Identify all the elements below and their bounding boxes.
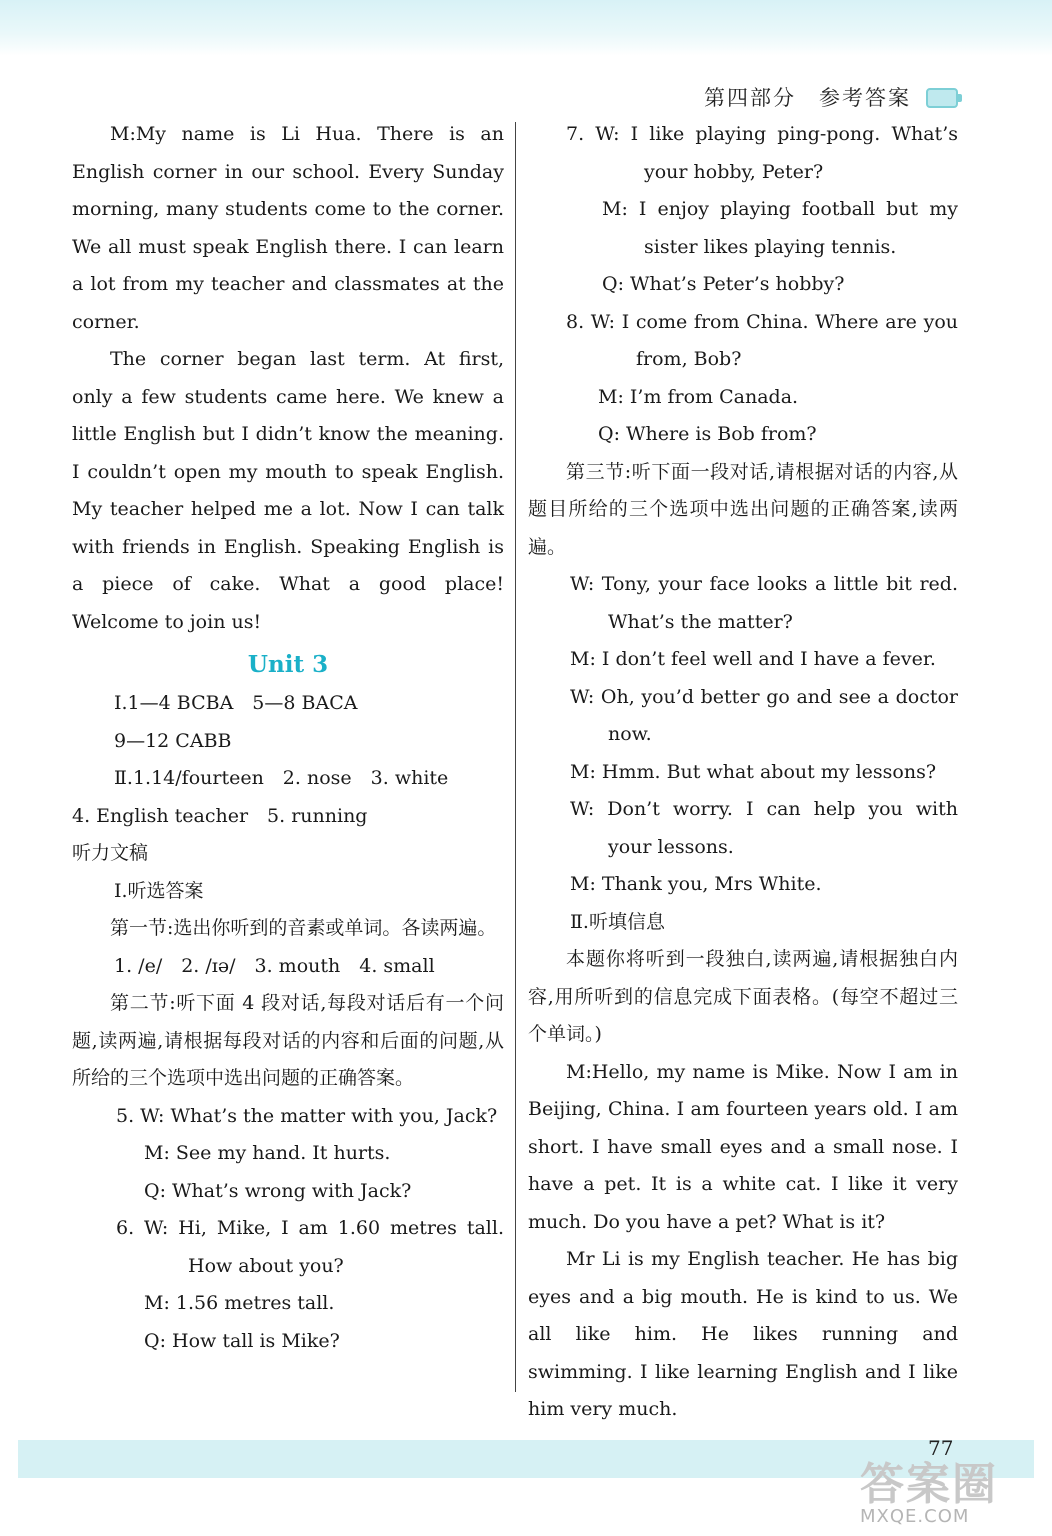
battery-icon — [926, 88, 958, 108]
q7-woman: 7. W: I like playing ping-pong. What’s your hobby, Peter? — [566, 123, 958, 183]
top-decor-band — [0, 0, 1052, 56]
dialogue-line-4: M: Hmm. But what about my lessons? — [570, 760, 937, 783]
part-1-title: Ⅰ.听选答案 — [114, 879, 204, 902]
monologue-mike-1: M:Hello, my name is Mike. Now I am in Beijing, China. I am fourteen years old. I am short. I have small eyes and a small nose. I have a pet. It is a white cat. I like it very much. Do you have a pet? What is it? — [528, 1060, 958, 1233]
q7-man: M: I enjoy playing football but my sister likes playing tennis. — [602, 198, 958, 258]
unit-title: Unit 3 — [247, 651, 329, 678]
monologue-paragraph-2: The corner began last term. At first, only a few students came here. We knew a little English but I didn’t know the meaning. I couldn’t open my mouth to speak English. My teacher helped me a lot. Now I can talk with friends in English. Speaking English is a piece of cake. What a good place! Welcome to join us! — [72, 348, 504, 633]
part-2-instruction: 本题你将听到一段独白,读两遍,请根据独白内容,用所听到的信息完成下面表格。(每空不超过三个单词。) — [528, 948, 958, 1045]
section-1-answers: 1. /e/ 2. /ɪə/ 3. mouth 4. small — [114, 954, 435, 977]
watermark-text: 答案圈 — [860, 1459, 998, 1510]
answer-line-3: Ⅱ.1.14/fourteen 2. nose 3. white — [114, 767, 449, 789]
monologue-mike-2: Mr Li is my English teacher. He has big eyes and a big mouth. He is kind to us. We all like him. He likes running and swimming. I like learning English and I like him very much. — [528, 1248, 958, 1420]
dialogue-line-5: W: Don’t worry. I can help you with your lessons. — [570, 798, 958, 858]
q5-woman: 5. W: What’s the matter with you, Jack? — [116, 1104, 498, 1127]
q5-man: M: See my hand. It hurts. — [144, 1142, 391, 1164]
dialogue-line-2: M: I don’t feel well and I have a fever. — [570, 648, 936, 670]
q7-question: Q: What’s Peter’s hobby? — [602, 273, 845, 295]
part-2-title: Ⅱ.听填信息 — [570, 910, 665, 933]
dialogue-line-6: M: Thank you, Mrs White. — [570, 873, 822, 895]
left-column — [72, 116, 504, 1360]
q5-question: Q: What’s wrong with Jack? — [144, 1179, 412, 1202]
q6-man: M: 1.56 metres tall. — [144, 1292, 335, 1314]
q8-man: M: I’m from Canada. — [598, 385, 799, 408]
section-1-instruction: 第一节:选出你听到的音素或单词。各读两遍。 — [110, 917, 497, 939]
section-3-instruction: 第三节:听下面一段对话,请根据对话的内容,从题目所给的三个选项中选出问题的正确答案,读两遍。 — [528, 460, 958, 558]
q6-woman: 6. W: Hi, Mike, I am 1.60 metres tall. How about you? — [116, 1217, 504, 1277]
page-number: 77 — [928, 1436, 954, 1460]
watermark-url: MXQE.COM — [860, 1506, 970, 1527]
monologue-paragraph-1: M:My name is Li Hua. There is an English corner in our school. Every Sunday morning, many students come to the corner. We all must speak English there. I can learn a lot from my teacher and classmates at the corner. — [72, 123, 504, 333]
section-2-instruction: 第二节:听下面 4 段对话,每段对话后有一个问题,读两遍,请根据每段对话的内容和后面的问题,从所给的三个选项中选出问题的正确答案。 — [72, 992, 504, 1089]
answer-line-2: 9—12 CABB — [114, 729, 232, 752]
script-title: 听力文稿 — [72, 842, 149, 864]
q6-question: Q: How tall is Mike? — [144, 1329, 340, 1352]
q8-woman: 8. W: I come from China. Where are you from, Bob? — [566, 310, 958, 370]
section-header: 第四部分 参考答案 — [704, 86, 911, 110]
column-divider — [515, 122, 516, 1392]
q8-question: Q: Where is Bob from? — [598, 423, 817, 445]
answer-line-4: 4. English teacher 5. running — [72, 804, 368, 827]
right-column — [528, 116, 958, 1429]
answer-line-1: Ⅰ.1—4 BCBA 5—8 BACA — [114, 692, 358, 714]
watermark-logo — [860, 1448, 1040, 1528]
dialogue-line-3: W: Oh, you’d better go and see a doctor now. — [570, 685, 958, 745]
dialogue-line-1: W: Tony, your face looks a little bit red. What’s the matter? — [570, 573, 958, 633]
